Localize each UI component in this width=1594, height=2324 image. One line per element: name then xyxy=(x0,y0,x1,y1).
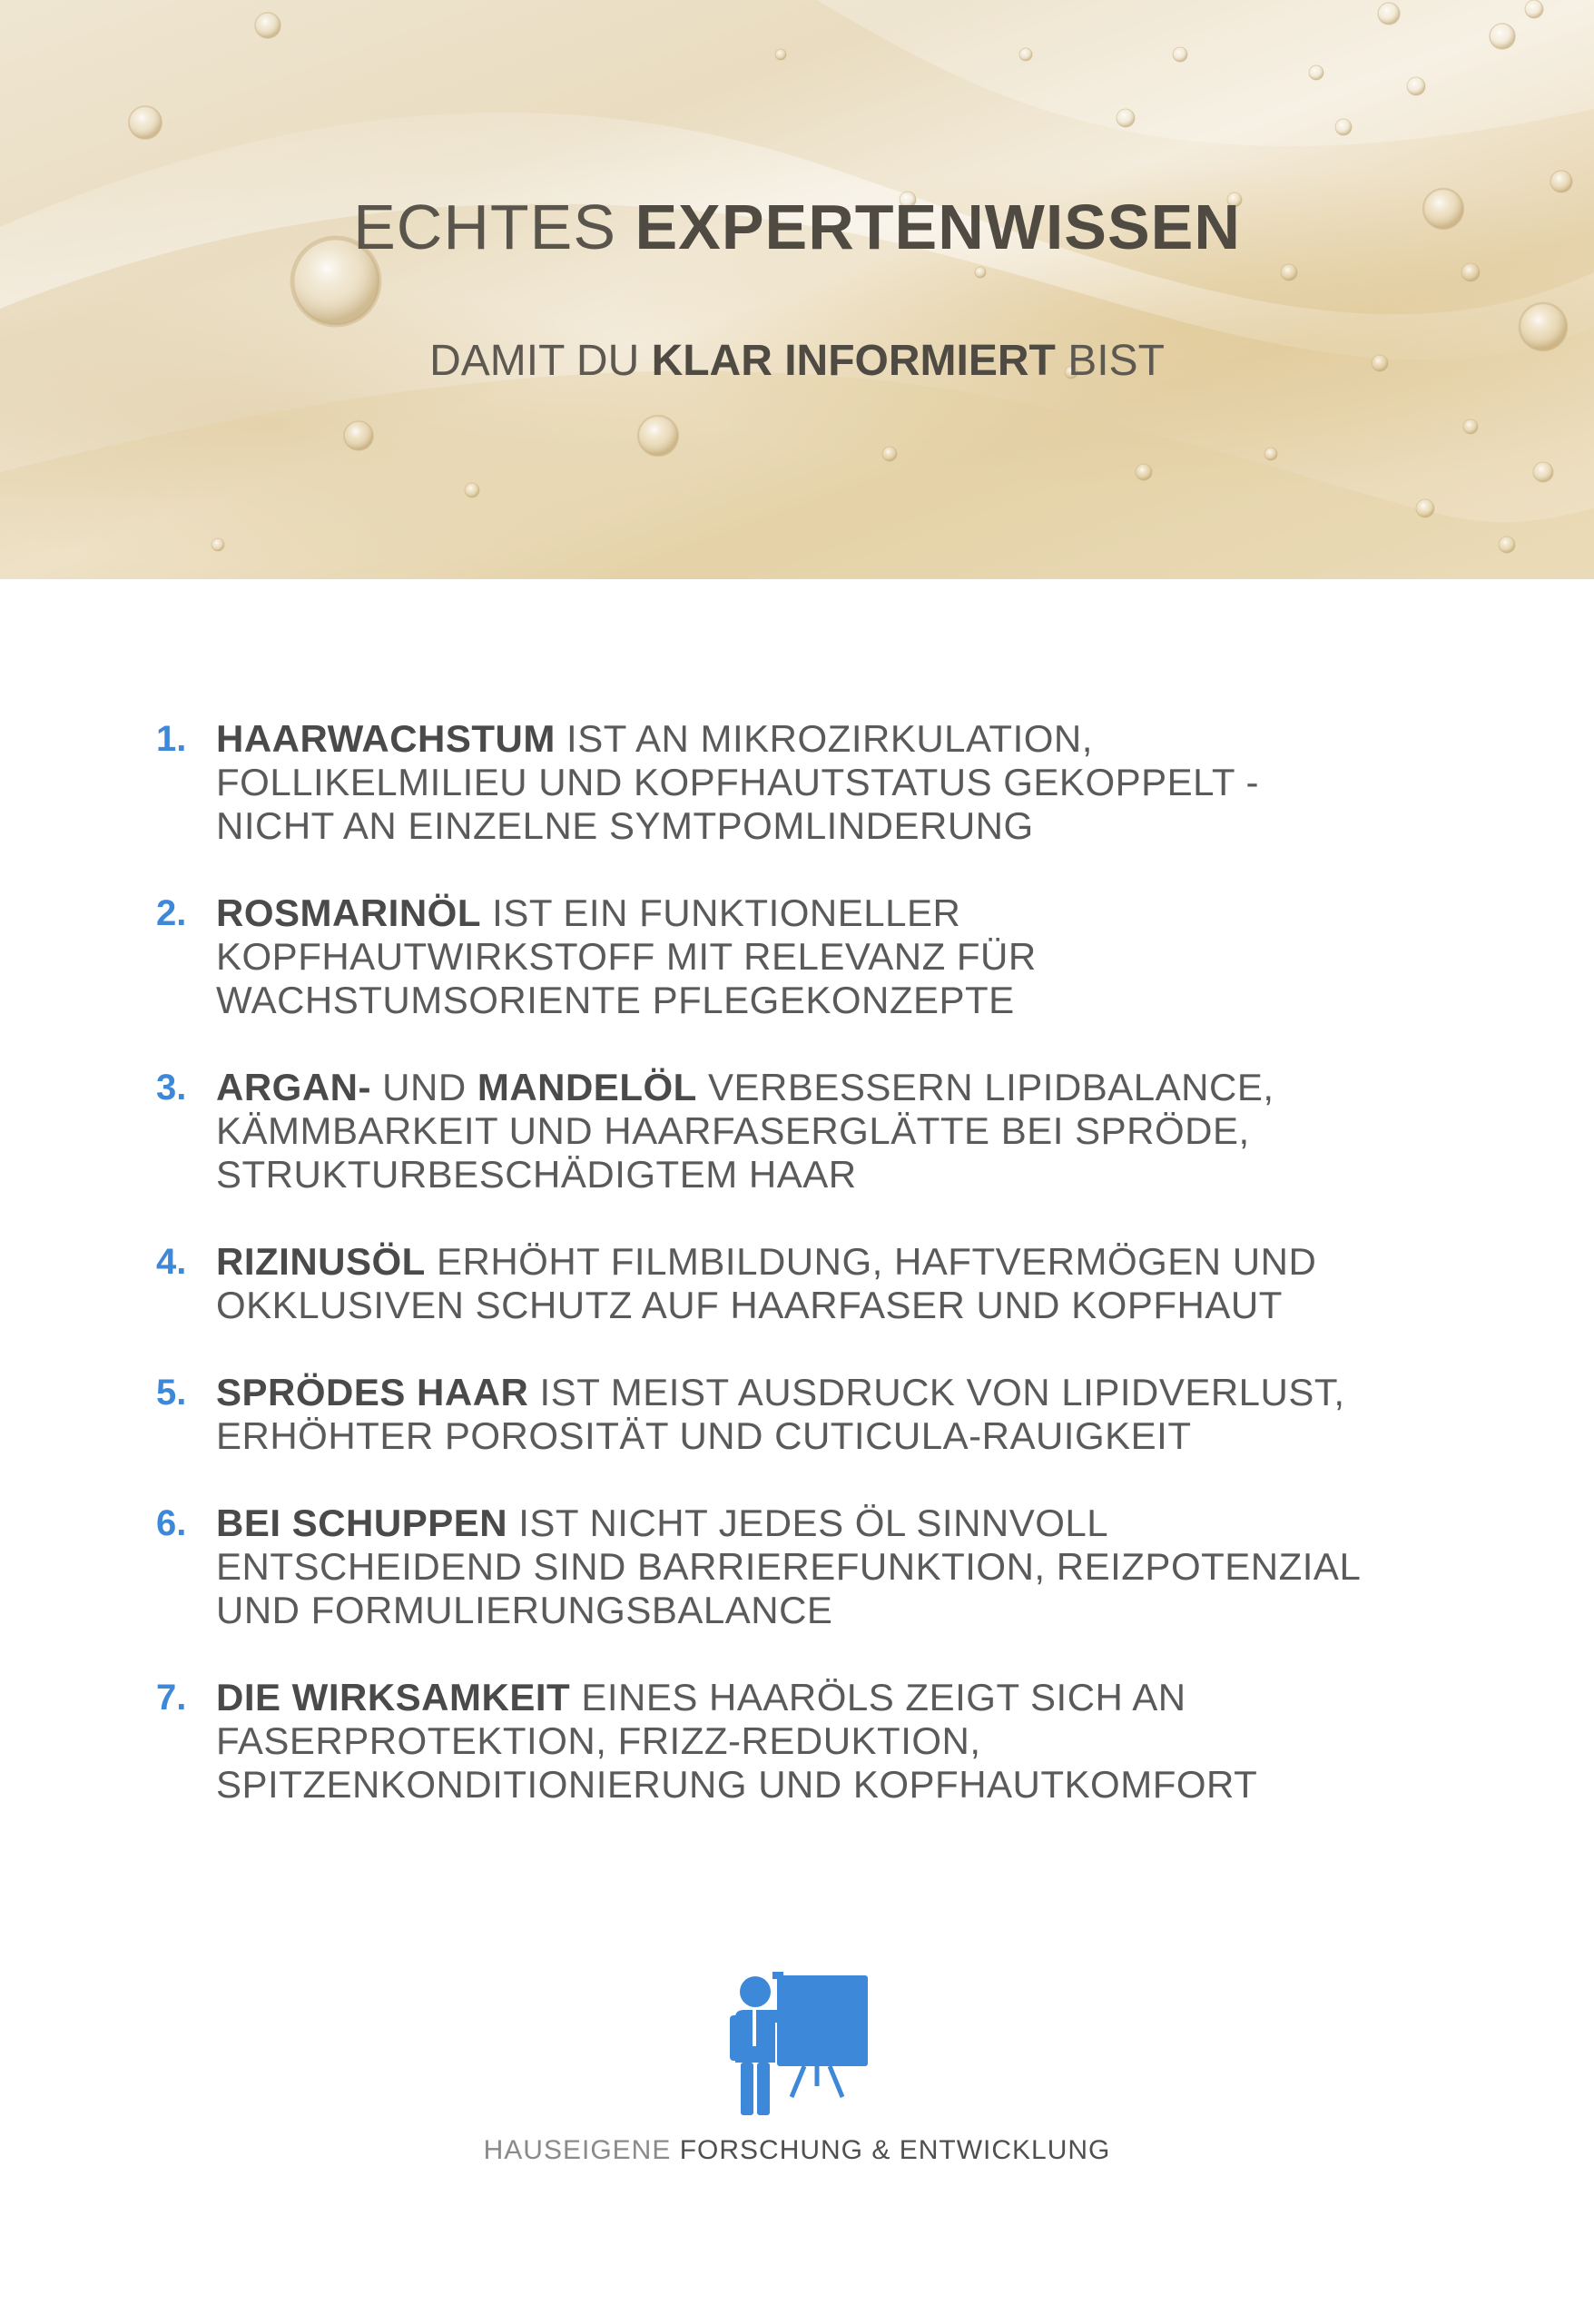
item-line xyxy=(216,1371,1445,1414)
item-line-text: UND FORMULIERUNGSBALANCE xyxy=(216,1589,833,1631)
item-keyword: MANDELÖL xyxy=(477,1066,697,1108)
bubble xyxy=(1019,48,1032,61)
item-text xyxy=(216,891,1445,1022)
item-line-text: KÄMMBARKEIT UND HAARFASERGLÄTTE BEI SPRÖDE, xyxy=(216,1109,1250,1152)
list-item xyxy=(156,1240,1445,1327)
bubble xyxy=(1309,65,1323,80)
presenter-board-icon xyxy=(723,1972,871,2117)
item-text xyxy=(216,1502,1445,1632)
list-item xyxy=(156,717,1445,848)
item-keyword: DIE WIRKSAMKEIT xyxy=(216,1676,571,1718)
item-keyword: ROSMARINÖL xyxy=(216,891,481,934)
item-number: 2. xyxy=(156,893,187,933)
list-item xyxy=(156,1676,1445,1807)
item-line-text: EINES HAARÖLS ZEIGT SICH AN xyxy=(570,1676,1186,1718)
item-keyword: BEI SCHUPPEN xyxy=(216,1502,508,1544)
item-line-text: UND xyxy=(370,1066,477,1108)
item-line-text: ENTSCHEIDEND SIND BARRIEREFUNKTION, REIZPOTENZIAL xyxy=(216,1545,1362,1588)
item-line xyxy=(216,1676,1445,1719)
bubble xyxy=(1281,264,1297,281)
page-title xyxy=(0,191,1594,263)
list-item xyxy=(156,1066,1445,1196)
bubble xyxy=(255,13,280,38)
item-number: 4. xyxy=(156,1242,187,1282)
bubble xyxy=(1461,263,1480,281)
facts-list xyxy=(156,717,1445,1850)
item-line xyxy=(216,891,1445,935)
item-line xyxy=(216,761,1445,804)
item-line xyxy=(216,935,1445,979)
item-text xyxy=(216,1066,1445,1196)
bubble xyxy=(1533,462,1553,482)
item-line xyxy=(216,1502,1445,1545)
bubble xyxy=(1550,171,1572,192)
bubble xyxy=(1264,448,1277,460)
bubble xyxy=(1463,419,1478,434)
item-line xyxy=(216,1066,1445,1109)
item-line xyxy=(216,1763,1445,1807)
item-line-text: FASERPROTEKTION, FRIZZ-REDUKTION, xyxy=(216,1719,981,1762)
item-line xyxy=(216,1109,1445,1153)
item-keyword: SPRÖDES HAAR xyxy=(216,1371,529,1413)
title-bold: EXPERTENWISSEN xyxy=(635,192,1241,262)
item-keyword: RIZINUSÖL xyxy=(216,1240,426,1283)
item-text xyxy=(216,1240,1445,1327)
list-item xyxy=(156,1371,1445,1458)
item-line xyxy=(216,979,1445,1022)
item-line-text: KOPFHAUTWIRKSTOFF MIT RELEVANZ FÜR xyxy=(216,935,1037,978)
bubble xyxy=(344,421,373,450)
bubble xyxy=(129,106,162,139)
page-subtitle xyxy=(0,336,1594,386)
item-line-text: SPITZENKONDITIONIERUNG UND KOPFHAUTKOMFORT xyxy=(216,1763,1258,1806)
item-line-text: IST AN MIKROZIRKULATION, xyxy=(555,717,1093,760)
item-line xyxy=(216,1414,1445,1458)
bubble xyxy=(1407,77,1425,95)
item-line-text: NICHT AN EINZELNE SYMTPOMLINDERUNG xyxy=(216,804,1034,847)
bubble xyxy=(975,267,986,278)
footer-caption xyxy=(0,2135,1594,2166)
item-line-text: ERHÖHTER POROSITÄT UND CUTICULA-RAUIGKEIT xyxy=(216,1414,1192,1457)
footer-bold: FORSCHUNG & ENTWICKLUNG xyxy=(679,2135,1111,2165)
bubble xyxy=(1525,0,1543,18)
bubble xyxy=(465,483,479,497)
subtitle-bold: KLAR INFORMIERT xyxy=(651,337,1056,385)
bubble xyxy=(1499,537,1515,553)
bubble xyxy=(1416,499,1434,517)
oil-bubbles-background xyxy=(0,0,1594,579)
item-line xyxy=(216,1545,1445,1589)
bubble xyxy=(1490,24,1515,49)
bubble xyxy=(1173,47,1187,62)
item-line-text: IST NICHT JEDES ÖL SINNVOLL xyxy=(507,1502,1109,1544)
item-line xyxy=(216,1284,1445,1327)
item-line xyxy=(216,1589,1445,1632)
bubble xyxy=(1136,464,1152,480)
item-text xyxy=(216,1676,1445,1807)
item-line-text: ERHÖHT FILMBILDUNG, HAFTVERMÖGEN UND xyxy=(425,1240,1317,1283)
item-number: 1. xyxy=(156,719,187,759)
item-line xyxy=(216,804,1445,848)
item-line-text: FOLLIKELMILIEU UND KOPFHAUTSTATUS GEKOPPELT - xyxy=(216,761,1259,803)
item-number: 5. xyxy=(156,1373,187,1413)
item-line-text: IST EIN FUNKTIONELLER xyxy=(481,891,961,934)
list-item xyxy=(156,891,1445,1022)
item-line-text: WACHSTUMSORIENTE PFLEGEKONZEPTE xyxy=(216,979,1015,1021)
bubble xyxy=(882,447,897,461)
bubble xyxy=(1117,109,1135,127)
bubble xyxy=(638,416,678,456)
item-line xyxy=(216,717,1445,761)
item-keyword: ARGAN- xyxy=(216,1066,371,1108)
bubble xyxy=(212,538,224,551)
list-item xyxy=(156,1502,1445,1632)
item-line xyxy=(216,1719,1445,1763)
footer-light: HAUSEIGENE xyxy=(483,2135,680,2165)
item-number: 6. xyxy=(156,1503,187,1543)
item-number: 3. xyxy=(156,1068,187,1108)
item-text xyxy=(216,717,1445,848)
item-line-text: STRUKTURBESCHÄDIGTEM HAAR xyxy=(216,1153,857,1196)
bubble xyxy=(1378,3,1400,25)
bubble xyxy=(1335,119,1352,135)
item-keyword: HAARWACHSTUM xyxy=(216,717,556,760)
subtitle-part-b: BIST xyxy=(1055,337,1165,385)
item-line-text: OKKLUSIVEN SCHUTZ AUF HAARFASER UND KOPFHAUT xyxy=(216,1284,1283,1326)
bubble xyxy=(775,49,786,60)
item-text xyxy=(216,1371,1445,1458)
item-line-text: VERBESSERN LIPIDBALANCE, xyxy=(696,1066,1274,1108)
item-line xyxy=(216,1240,1445,1284)
subtitle-part-a: DAMIT DU xyxy=(429,337,652,385)
item-line xyxy=(216,1153,1445,1196)
hero-banner xyxy=(0,0,1594,579)
item-line-text: IST MEIST AUSDRUCK VON LIPIDVERLUST, xyxy=(528,1371,1345,1413)
item-number: 7. xyxy=(156,1678,187,1718)
title-light: ECHTES xyxy=(353,192,635,262)
